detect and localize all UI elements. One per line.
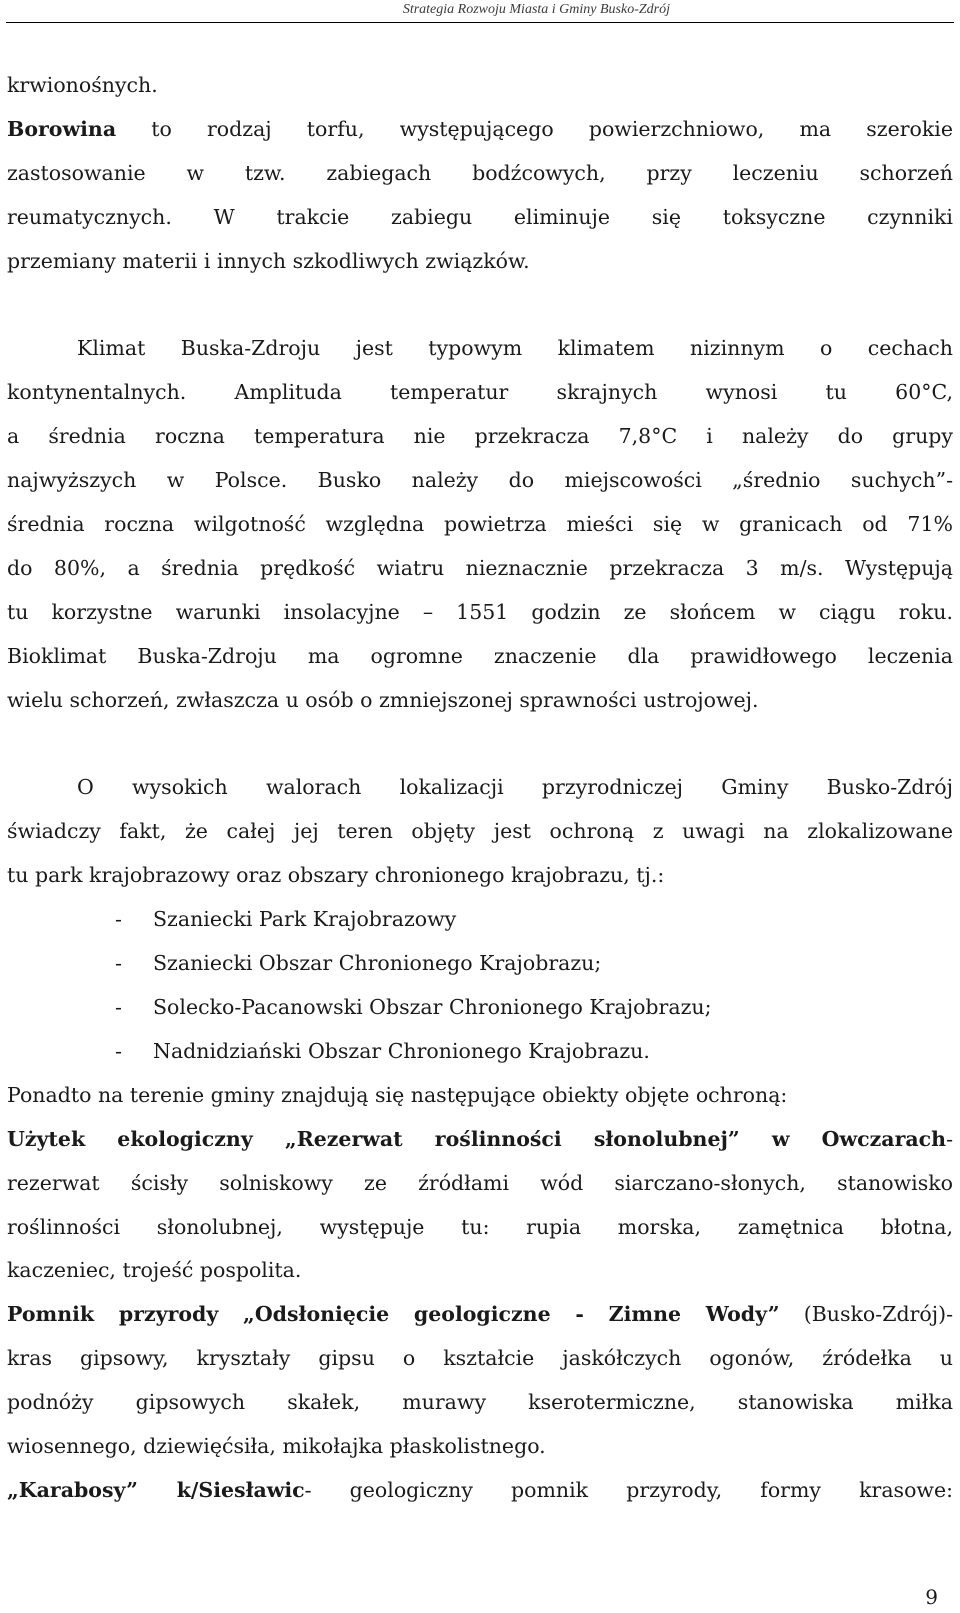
walory-line-2: świadczy fakt, że całej jej teren objęty jest ochroną z uwagi na zlokalizowane [7, 819, 953, 844]
pomnik-line-2: kras gipsowy, kryształy gipsu o kształcie jaskółczych ogonów, źródełka u [7, 1346, 953, 1371]
uzytek-line-2: rezerwat ścisły solniskowy ze źródłami wód siarczano-słonych, stanowisko [7, 1170, 953, 1195]
document-body [7, 64, 953, 1513]
uzytek-line-4: kaczeniec, trojeść pospolita. [7, 1258, 302, 1283]
pomnik-line-1: Pomnik przyrody „Odsłonięcie geologiczne - Zimne Wody” (Busko-Zdrój)- [7, 1302, 953, 1327]
list-dash: - [115, 951, 122, 976]
borowina-line-3: reumatycznych. W trakcie zabiegu eliminuje się toksyczne czynniki [7, 204, 953, 229]
list-item: - Szaniecki Park Krajobrazowy [7, 898, 953, 942]
klimat-line-8: Bioklimat Buska-Zdroju ma ogromne znaczenie dla prawidłowego leczenia [7, 643, 953, 668]
klimat-line-3: a średnia roczna temperatura nie przekracza 7,8°C i należy do grupy [7, 424, 953, 449]
paragraph-line: krwionośnych. [7, 73, 158, 97]
list-item: - Nadnidziański Obszar Chronionego Krajobrazu. [7, 1030, 953, 1074]
walory-line-3: tu park krajobrazowy oraz obszary chronionego krajobrazu, tj.: [7, 863, 665, 888]
list-dash: - [115, 995, 122, 1019]
klimat-line-6: do 80%, a średnia prędkość wiatru nieznacznie przekracza 3 m/s. Występują [7, 555, 953, 580]
list-dash: - [115, 907, 122, 932]
borowina-line-2: zastosowanie w tzw. zabiegach bodźcowych, przy leczeniu schorzeń [7, 160, 953, 185]
list-item: - Szaniecki Obszar Chronionego Krajobrazu; [7, 942, 953, 986]
karabosy-line: „Karabosy” k/Siesławic- geologiczny pomnik przyrody, formy krasowe: [7, 1477, 953, 1502]
paragraph-gap [7, 723, 953, 767]
klimat-line-5: średnia roczna wilgotność względna powietrza mieści się w granicach od 71% [7, 512, 953, 537]
page-header [0, 0, 960, 26]
list-dash: - [115, 1038, 122, 1063]
borowina-line-1: Borowina to rodzaj torfu, występującego powierzchniowo, ma szerokie [7, 116, 953, 141]
klimat-line-4: najwyższych w Polsce. Busko należy do miejscowości „średnio suchych”- [7, 468, 953, 493]
header-title: Strategia Rozwoju Miasta i Gminy Busko-Zdrój [402, 2, 670, 17]
paragraph-gap [7, 284, 953, 328]
walory-line-1: O wysokich walorach lokalizacji przyrodniczej Gminy Busko-Zdrój [77, 775, 953, 800]
karabosy-title: „Karabosy” k/Siesławic [7, 1477, 305, 1502]
uzytek-title: Użytek ekologiczny „Rezerwat roślinności słonolubnej” w Owczarach [7, 1126, 947, 1151]
klimat-line-1: Klimat Buska-Zdroju jest typowym klimatem nizinnym o cechach [77, 336, 953, 361]
pomnik-title: Pomnik przyrody „Odsłonięcie geologiczne - Zimne Wody” [7, 1302, 780, 1327]
list-item: - Solecko-Pacanowski Obszar Chronionego Krajobrazu; [7, 986, 953, 1030]
klimat-line-9: wielu schorzeń, zwłaszcza u osób o zmniejszonej sprawności ustrojowej. [7, 687, 759, 712]
borowina-line-4: przemiany materii i innych szkodliwych związków. [7, 248, 530, 273]
uzytek-line-1: Użytek ekologiczny „Rezerwat roślinności słonolubnej” w Owczarach- [7, 1126, 953, 1151]
page-number: 9 [925, 1585, 938, 1609]
pomnik-line-3: podnóży gipsowych skałek, murawy kserotermiczne, stanowiska miłka [7, 1390, 953, 1415]
pomnik-line-4: wiosennego, dziewięćsiła, mikołajka płaskolistnego. [7, 1434, 546, 1459]
header-rule [6, 22, 954, 23]
ponadto-line: Ponadto na terenie gminy znajdują się następujące obiekty objęte ochroną: [7, 1082, 788, 1107]
klimat-line-2: kontynentalnych. Amplituda temperatur skrajnych wynosi tu 60°C, [7, 380, 953, 405]
uzytek-line-3: roślinności słonolubnej, występuje tu: rupia morska, zamętnica błotna, [7, 1214, 953, 1239]
klimat-line-7: tu korzystne warunki insolacyjne – 1551 godzin ze słońcem w ciągu roku. [7, 599, 953, 624]
borowina-term: Borowina [7, 116, 117, 141]
